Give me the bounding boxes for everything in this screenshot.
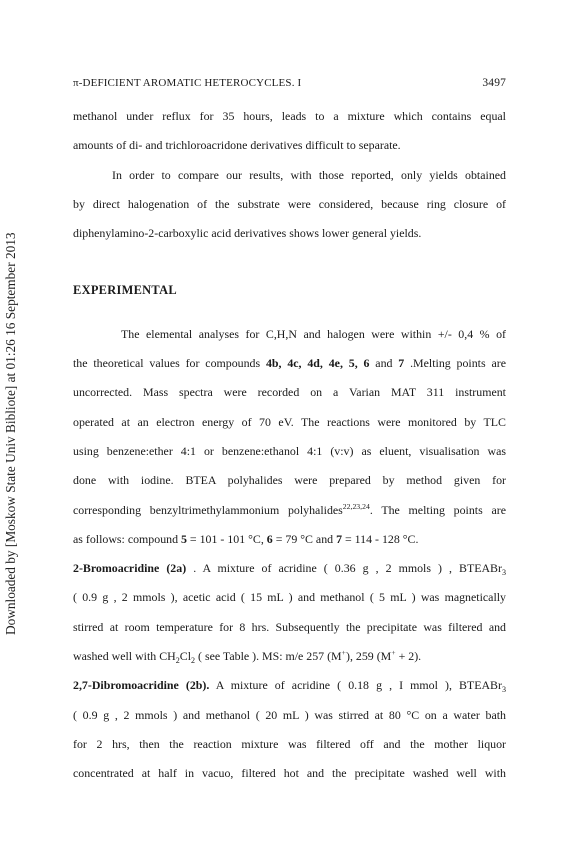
paragraph-line: washed well with $CH_2Cl_2$ ( see Table ). MS: m/e 257 (M+), 259 (M+ + 2).: [73, 648, 422, 666]
compound-2a-name: 2-Bromoacridine (2a): [73, 561, 187, 576]
running-title: π-DEFICIENT AROMATIC HETEROCYCLES. I: [73, 77, 302, 89]
paragraph-line: uncorrected. Mass spectra were recorded on a Varian MAT 311 instrument: [73, 385, 506, 400]
paragraph-line: for 2 hrs, then the reaction mixture was filtered off and the mother liquor: [73, 736, 506, 751]
paragraph-line: ( 0.9 g , 2 mmols ) and methanol ( 20 mL ) was stirred at 80 °C on a water bath: [73, 707, 506, 722]
compound-2b-name: 2,7-Dibromoacridine (2b).: [73, 678, 210, 693]
paragraph-line: using benzene:ether 4:1 or benzene:ethanol 4:1 (v:v) as eluent, visualisation was: [73, 443, 506, 458]
section-heading-experimental: EXPERIMENTAL: [73, 283, 177, 298]
paragraph-line: corresponding benzyltrimethylammonium polyhalides$^{22,23,24}$. The melting points are: [73, 501, 506, 517]
download-watermark: Downloaded by [Moskow State Univ Bibliote] at 01:26 16 September 2013: [3, 232, 18, 635]
paragraph-line: stirred at room temperature for 8 hrs. Subsequently the precipitate was filtered and: [73, 619, 506, 634]
paragraph-line: as follows: compound 5 = 101 - 101 °C, 6 = 79 °C and 7 = 114 - 128 °C.: [73, 531, 419, 546]
paragraph-line: concentrated at half in vacuo, filtered hot and the precipitate washed well with: [73, 766, 506, 781]
paragraph-line: operated at an electron energy of 70 eV. The reactions were monitored by TLC: [73, 414, 506, 429]
paragraph-line: amounts of di- and trichloroacridone derivatives difficult to separate.: [73, 138, 401, 153]
article-body: [73, 102, 506, 789]
paragraph-line: diphenylamino-2-carboxylic acid derivatives shows lower general yields.: [73, 226, 422, 241]
paragraph-line: methanol under reflux for 35 hours, leads to a mixture which contains equal: [73, 109, 506, 123]
paragraph-line: The elemental analyses for C,H,N and halogen were within +/- 0,4 % of: [121, 326, 506, 341]
running-header: [73, 77, 506, 93]
paragraph-line: ( 0.9 g , 2 mmols ), acetic acid ( 15 mL ) and methanol ( 5 mL ) was magnetically: [73, 590, 506, 605]
paragraph-line: by direct halogenation of the substrate were considered, because ring closure of: [73, 196, 506, 211]
page-number: 3497: [482, 77, 506, 89]
compound-2a-line: 2-Bromoacridine (2a) . A mixture of acridine ( 0.36 g , 2 mmols ) , BTEABr$_3$: [73, 561, 506, 578]
paragraph-line: In order to compare our results, with those reported, only yields obtained: [112, 167, 506, 182]
compound-2b-line: 2,7-Dibromoacridine (2b). A mixture of acridine ( 0.18 g , I mmol ), BTEABr$_3$: [73, 678, 506, 695]
paragraph-line: done with iodine. BTEA polyhalides were prepared by method given for: [73, 473, 506, 488]
paragraph-line: the theoretical values for compounds 4b, 4c, 4d, 4e, 5, 6 and 7 .Melting points are: [73, 356, 506, 371]
